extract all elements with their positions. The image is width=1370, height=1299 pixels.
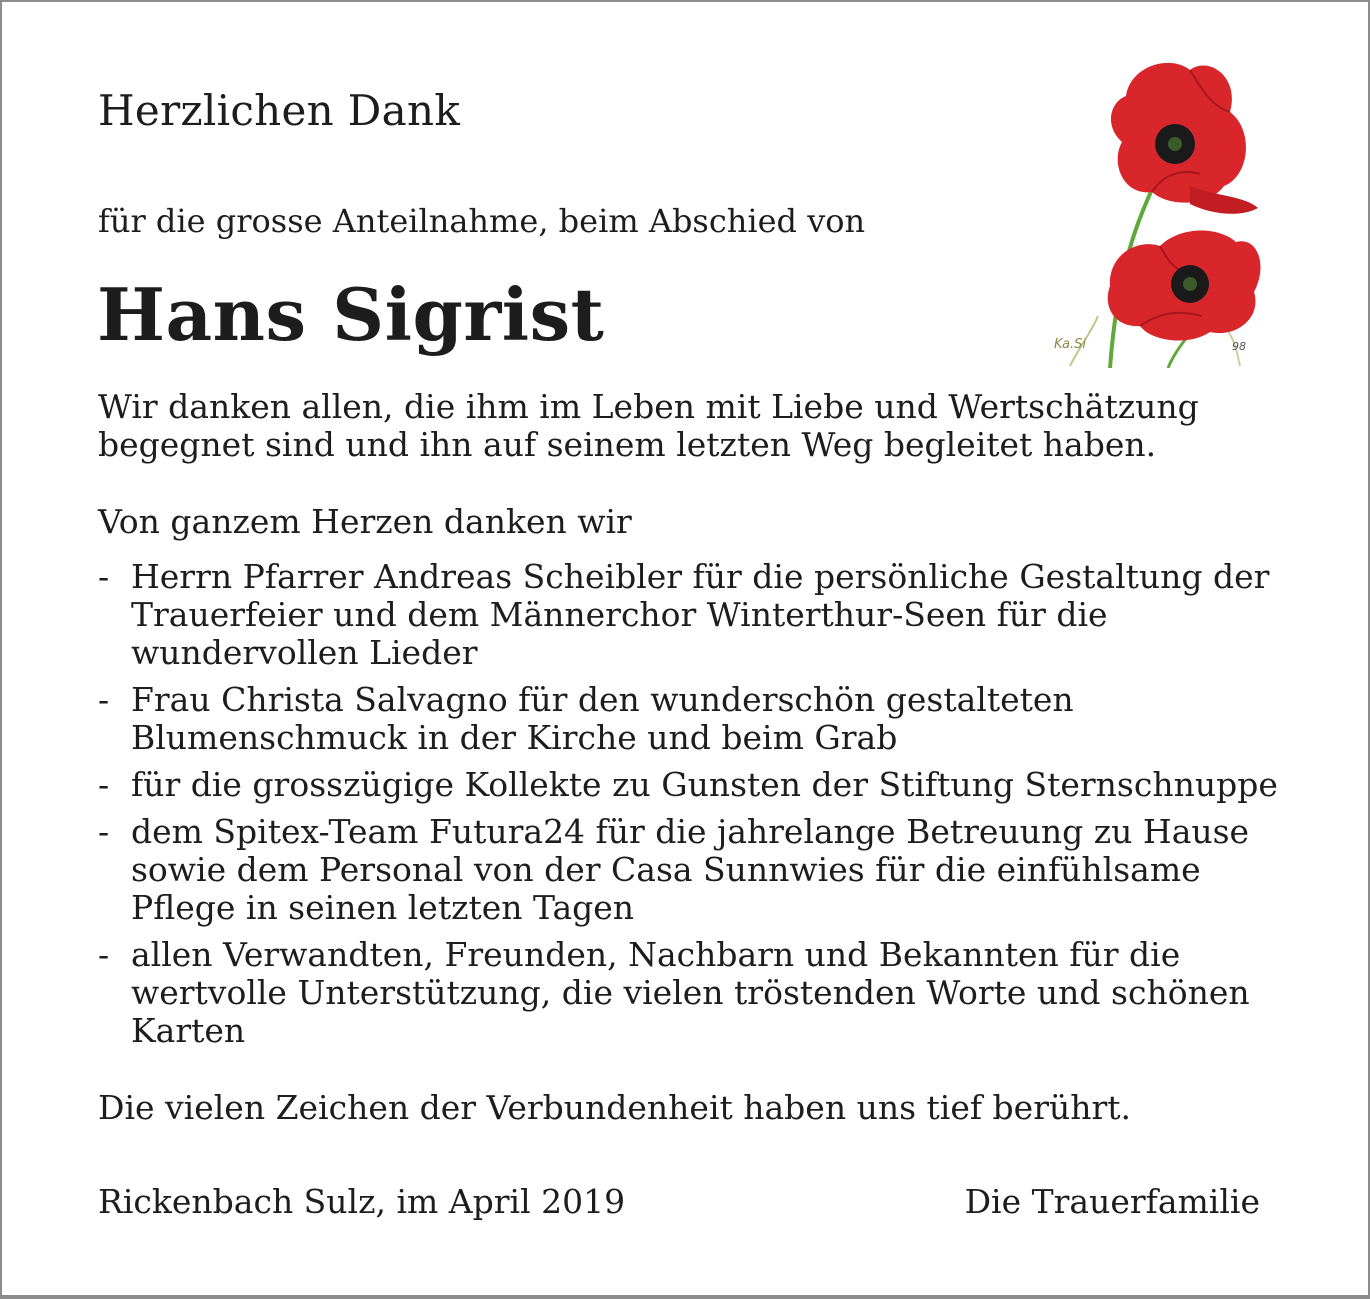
- list-dash: -: [98, 812, 110, 851]
- poppy-illustration: [1040, 46, 1266, 368]
- thanks-list: [98, 558, 1278, 1059]
- list-item: [98, 681, 1278, 757]
- list-item-text: dem Spitex-Team Futura24 für die jahrelange Betreuung zu Hause sowie dem Personal von der Casa Sunnwies für die einfühlsame Pflege in seinen letzten Tagen: [131, 812, 1250, 927]
- notice-heading: Herzlichen Dank: [98, 86, 461, 135]
- list-dash: -: [98, 935, 110, 974]
- list-item-text: Herrn Pfarrer Andreas Scheibler für die persönliche Gestaltung der Trauerfeier und dem Männerchor Winterthur-Seen für die wundervollen Lieder: [131, 557, 1270, 672]
- list-item-text: Frau Christa Salvagno für den wunderschön gestalteten Blumenschmuck in der Kirche und beim Grab: [131, 680, 1074, 757]
- closing-line: Die vielen Zeichen der Verbundenheit haben uns tief berührt.: [98, 1088, 1132, 1127]
- poppy-stem-lower: [1168, 336, 1188, 368]
- list-item: [98, 813, 1278, 927]
- list-item-text: für die grosszügige Kollekte zu Gunsten der Stiftung Sternschnuppe: [131, 765, 1278, 804]
- list-dash: -: [98, 765, 110, 804]
- list-item: [98, 558, 1278, 672]
- poppy-lower-pod: [1183, 277, 1197, 291]
- signature: Die Trauerfamilie: [964, 1182, 1260, 1221]
- thanks-paragraph: Wir danken allen, die ihm im Leben mit Liebe und Wertschätzung begegnet sind und ihn auf seinem letzten Weg begleitet haben.: [98, 387, 1199, 464]
- list-item: [98, 766, 1278, 804]
- place-date: Rickenbach Sulz, im April 2019: [98, 1182, 626, 1221]
- notice-intro: für die grosse Anteilnahme, beim Abschied von: [98, 202, 866, 240]
- artist-mark: Ka.Si: [1054, 337, 1087, 352]
- list-item-text: allen Verwandten, Freunden, Nachbarn und Bekannten für die wertvolle Unterstützung, die vielen tröstenden Worte und schönen Karten: [131, 935, 1250, 1050]
- poppy-upper-petal-tip: [1190, 186, 1258, 214]
- poppy-painting: [1040, 46, 1266, 368]
- deceased-name: Hans Sigrist: [97, 272, 605, 357]
- list-dash: -: [98, 557, 110, 596]
- year-mark: 98: [1232, 340, 1246, 353]
- poppy-upper-pod: [1168, 137, 1182, 151]
- from-heart-line: Von ganzem Herzen danken wir: [98, 502, 632, 541]
- list-item: [98, 936, 1278, 1050]
- list-dash: -: [98, 680, 110, 719]
